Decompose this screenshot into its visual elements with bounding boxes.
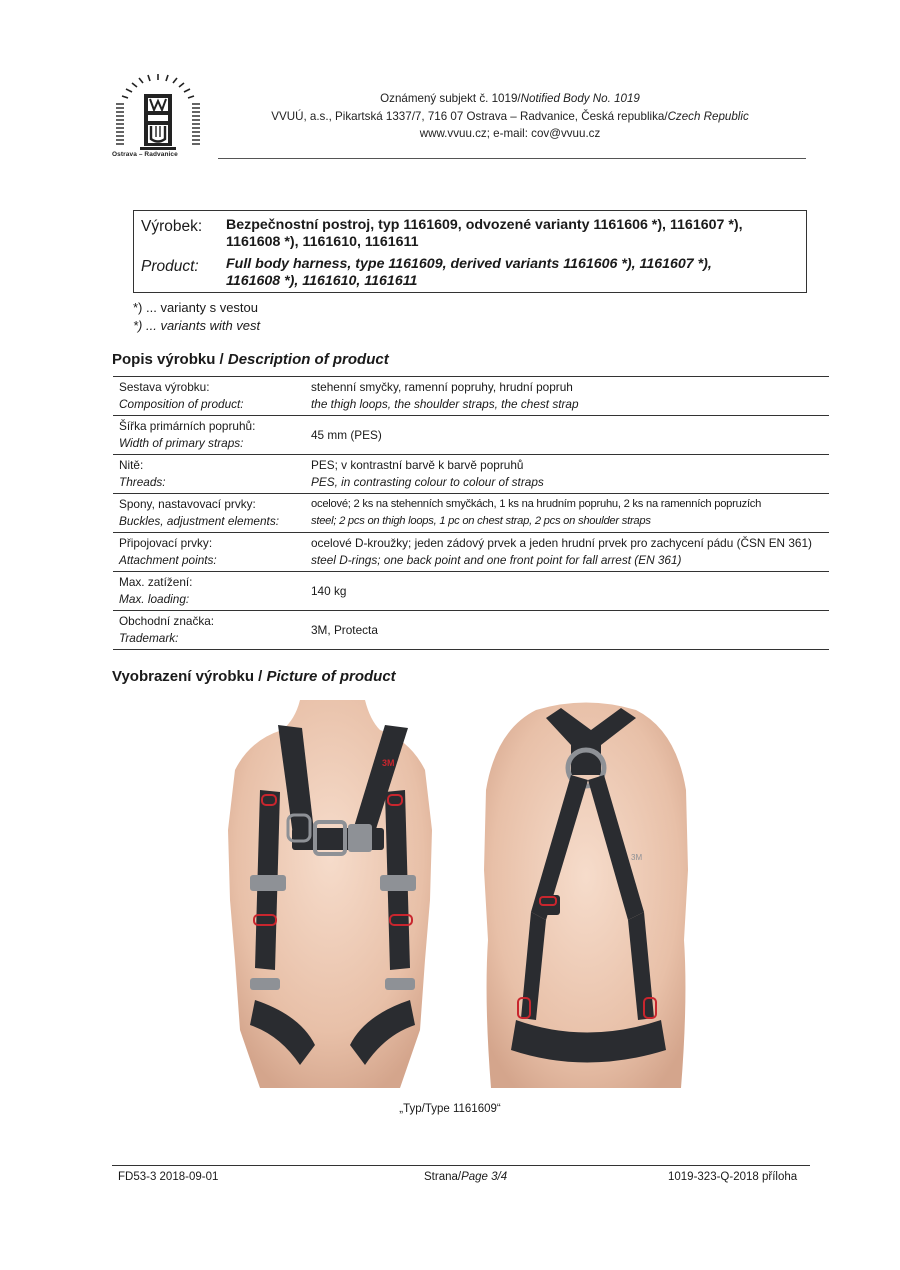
header-divider [218,158,806,159]
notified-body-header [230,90,790,143]
brand-mark-front: 3M [382,758,395,768]
table-row: Max. zatížení: Max. loading: 140 kg [113,572,829,611]
picture-caption: „Typ/Type 1161609“ [399,1103,501,1115]
table-row: Spony, nastavovací prvky: Buckles, adjustment elements: ocelové; 2 ks na stehenních smyčkách, 1 ks na hrudním popruhu, 2 ks na ramenních popruzích steel; 2 pcs on thigh loops, 1 pc on chest strap, 2 pcs on shoulder straps [113,494,829,533]
footer-divider [112,1165,810,1166]
brand-mark-back: 3M [631,853,643,862]
table-row: Obchodní značka: Trademark: 3M, Protecta [113,611,829,650]
table-row: Sestava výrobku: Composition of product: stehenní smyčky, ramenní popruhy, hrudní popruh the thigh loops, the shoulder straps, the chest strap [113,377,829,416]
product-label-cs: Výrobek: [141,218,203,235]
harness-back-photo [476,700,696,1090]
table-row: Připojovací prvky: Attachment points: ocelové D-kroužky; jeden zádový prvek a jeden hrudní prvek pro zachycení pádu (ČSN EN 361) steel D-rings; one back point and one front point for fall arrest (EN 361) [113,533,829,572]
product-text-cs: Bezpečnostní postroj, typ 1161609, odvozené varianty 1161606 *), 1161607 *), 1161608 *), 1161610, 1161611 [226,217,743,250]
header-line-1: Oznámený subjekt č. 1019/Notified Body No. 1019 [380,92,640,105]
header-line-3: www.vvuu.cz; e-mail: cov@vvuu.cz [419,127,601,140]
footer-form-code: FD53-3 2018-09-01 [118,1171,219,1183]
description-table [113,376,829,650]
variant-note-cs: *) ... varianty s vestou [133,300,258,315]
product-text-en: Full body harness, type 1161609, derived variants 1161606 *), 1161607 *), 1161608 *), 1161610, 1161611 [226,256,712,289]
product-box [133,210,807,293]
table-row: Šířka primárních popruhů: Width of primary straps: 45 mm (PES) [113,416,829,455]
picture-title: Vyobrazení výrobku / Picture of product [112,668,396,685]
table-row: Nitě: Threads: PES; v kontrastní barvě k barvě popruhů PES, in contrasting colour to colour of straps [113,455,829,494]
harness-front-photo [220,700,442,1090]
footer-page-number: Strana/Page 3/4 [424,1171,508,1183]
footer-document-id: 1019-323-Q-2018 příloha [668,1171,798,1183]
product-label-en: Product: [141,258,199,275]
logo-caption: Ostrava – Radvanice [112,151,178,158]
header-line-2: VVUÚ, a.s., Pikartská 1337/7, 716 07 Ostrava – Radvanice, Česká republika/Czech Republic [271,109,749,123]
description-title: Popis výrobku / Description of product [112,351,389,368]
variant-note-en: *) ... variants with vest [133,318,261,333]
